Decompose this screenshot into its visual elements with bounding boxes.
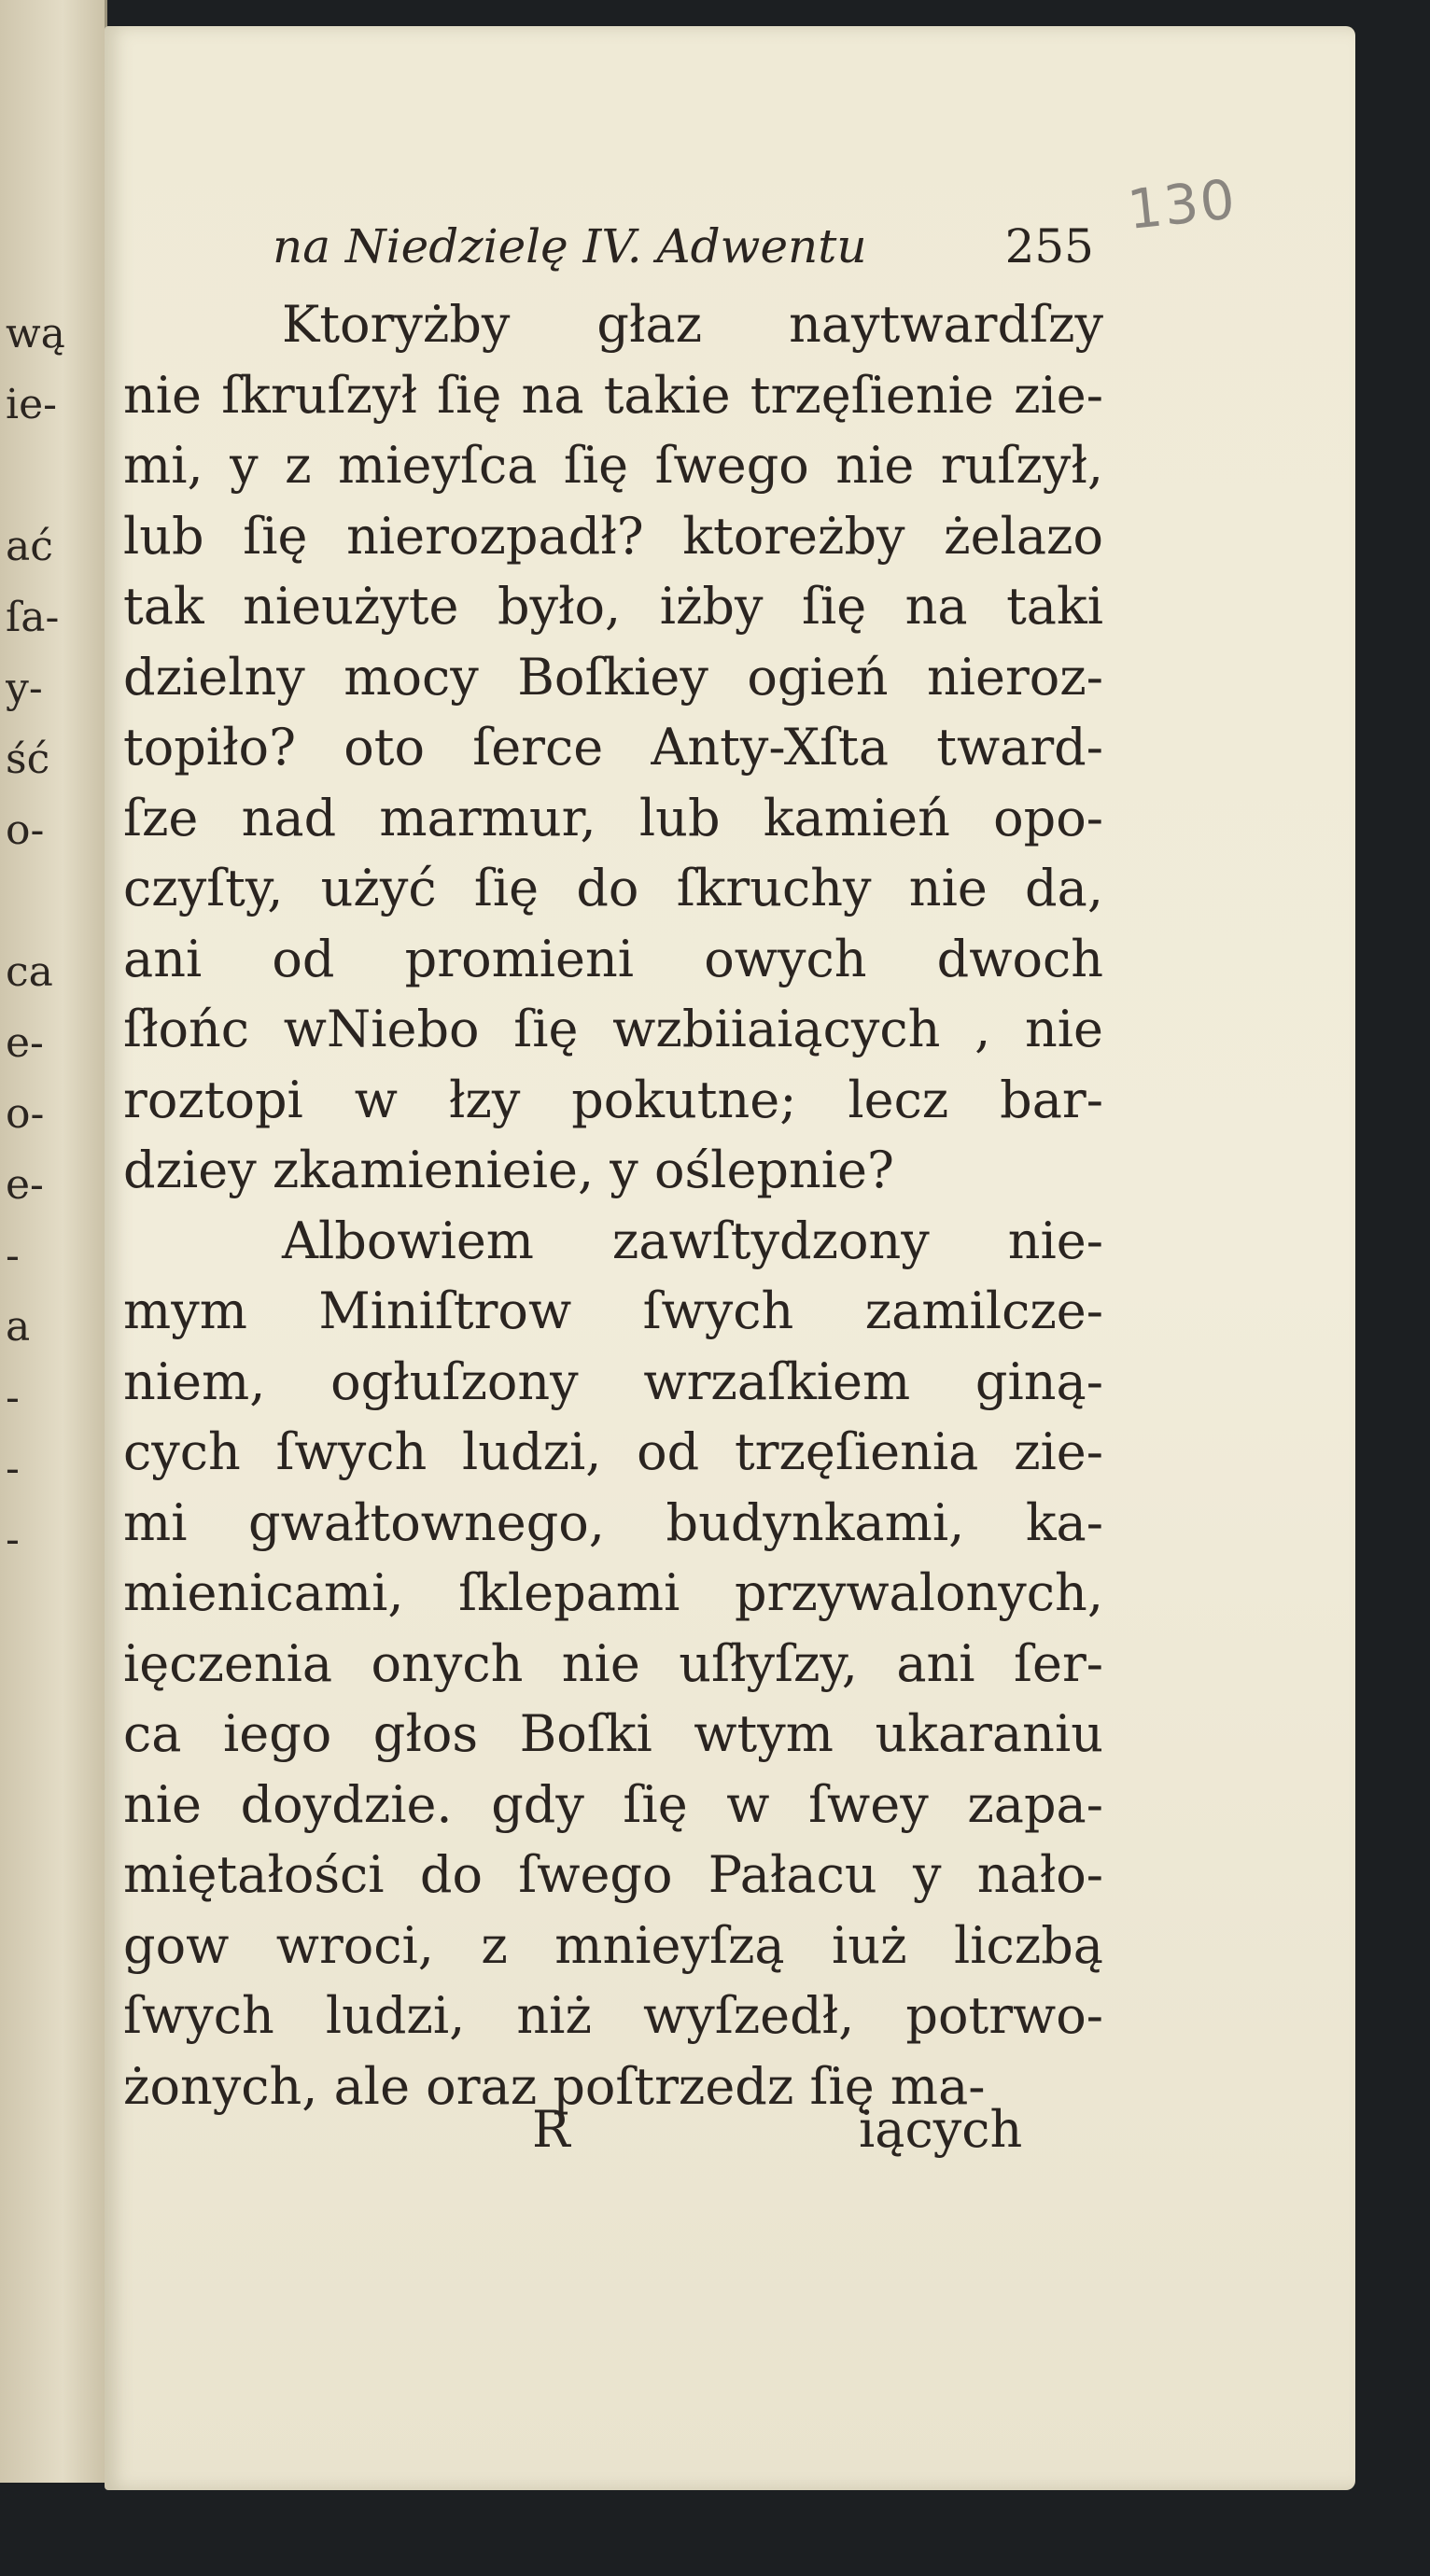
previous-page-fragment: a bbox=[6, 1303, 31, 1351]
previous-page-fragment: - bbox=[6, 1232, 20, 1280]
previous-page-fragment: e- bbox=[6, 1161, 44, 1209]
catchword: iących bbox=[859, 2100, 1023, 2159]
previous-page-fragment: ſa- bbox=[6, 594, 60, 641]
text-line: ſze nad marmur, lub kamień opo- bbox=[123, 788, 1103, 847]
text-line: ſłońc wNiebo ſię wzbiiaiących , nie bbox=[123, 1000, 1103, 1058]
text-line: ani od promieni owych dwoch bbox=[123, 929, 1103, 988]
text-line: czyſty, użyć ſię do ſkruchy nie da, bbox=[123, 859, 1103, 917]
previous-page-fragment: wą bbox=[6, 310, 65, 357]
previous-page-fragment: ie- bbox=[6, 381, 57, 428]
text-line: Albowiem zawſtydzony nie- bbox=[282, 1211, 1103, 1270]
previous-page-fragment: e- bbox=[6, 1019, 44, 1067]
text-line: gow wroci, z mnieyſzą iuż liczbą bbox=[123, 1915, 1103, 1975]
text-line: tak nieużyte było, iżby ſię na taki bbox=[123, 577, 1103, 636]
text-line: niem, ogłuſzony wrzaſkiem giną- bbox=[123, 1351, 1103, 1411]
text-line: nie ſkruſzył ſię na takie trzęſienie zie- bbox=[123, 365, 1103, 425]
previous-page-fragment: - bbox=[6, 1374, 20, 1421]
text-line: dzielny mocy Boſkiey ogień nieroz- bbox=[123, 647, 1103, 707]
text-line: roztopi w łzy pokutne; lecz bar- bbox=[123, 1070, 1103, 1129]
text-line: ięczenia onych nie uſłyſzy, ani ſer- bbox=[123, 1633, 1103, 1693]
text-line: topiło? oto ſerce Anty-Xſta tward- bbox=[123, 718, 1103, 777]
running-title: na Niedzielę IV. Adwentu bbox=[273, 219, 867, 273]
text-line: mi gwałtownego, budynkami, ka- bbox=[123, 1492, 1103, 1552]
previous-page-fragment bbox=[6, 441, 95, 511]
previous-page-fragment: - bbox=[6, 1445, 20, 1492]
text-line: mym Miniſtrow ſwych zamilcze- bbox=[123, 1281, 1103, 1340]
previous-page-fragment: o- bbox=[6, 1090, 45, 1138]
text-line: żonych, ale oraz poſtrzedz ſię ma- bbox=[123, 2056, 986, 2116]
previous-page-fragment: ca bbox=[6, 948, 53, 996]
text-line: nie doydzie. gdy ſię w ſwey zapa- bbox=[123, 1774, 1103, 1834]
text-line: ca iego głos Boſki wtym ukaraniu bbox=[123, 1704, 1103, 1763]
text-line: mienicami, ſklepami przywalonych, bbox=[123, 1563, 1103, 1622]
text-line: ſwych ludzi, niż wyſzedł, potrwo- bbox=[123, 1986, 1103, 2045]
text-line: lub ſię nierozpadł? ktoreżby żelazo bbox=[123, 506, 1103, 566]
pencil-folio-note: 130 bbox=[1124, 167, 1240, 242]
page-number: 255 bbox=[1004, 219, 1094, 273]
previous-page-fragment: ść bbox=[6, 735, 50, 783]
previous-page-fragment: y- bbox=[6, 665, 43, 712]
previous-page-edge bbox=[0, 0, 107, 2483]
previous-page-fragment: - bbox=[6, 1516, 20, 1563]
previous-page-text-fragments bbox=[6, 299, 95, 1575]
page-body-text bbox=[123, 289, 1103, 2121]
text-line: dziey zkamienieie, y oślepnie? bbox=[123, 1141, 894, 1199]
signature-mark: R bbox=[532, 2100, 570, 2159]
running-header bbox=[273, 219, 1094, 285]
text-line: Ktoryżby głaz naytwardſzy bbox=[282, 295, 1103, 354]
text-line: miętałości do ſwego Pałacu y nało- bbox=[123, 1845, 1103, 1904]
previous-page-fragment: o- bbox=[6, 806, 45, 854]
previous-page-fragment: ać bbox=[6, 523, 53, 570]
previous-page-fragment bbox=[6, 866, 95, 937]
text-line: mi, y z mieyſca ſię ſwego nie ruſzył, bbox=[123, 436, 1103, 495]
text-line: cych ſwych ludzi, od trzęſienia zie- bbox=[123, 1422, 1103, 1481]
